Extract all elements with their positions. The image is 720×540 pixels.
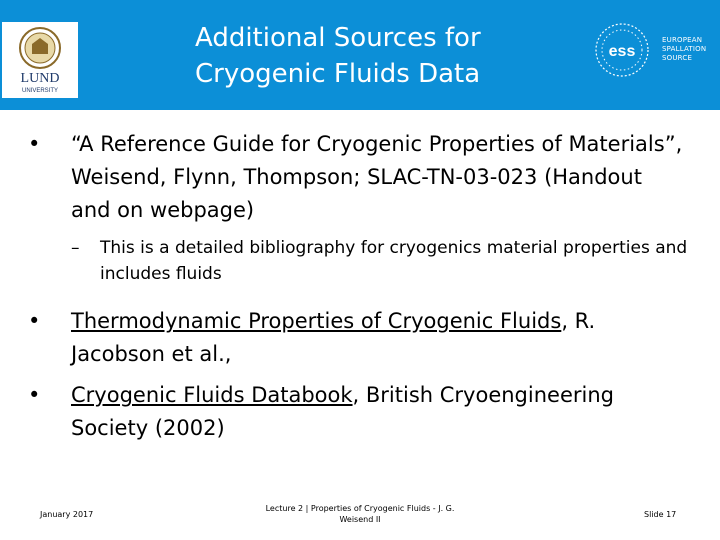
title-line-2: Cryogenic Fluids Data	[195, 59, 481, 89]
lund-subtitle: UNIVERSITY	[21, 88, 59, 94]
reference-title: Cryogenic Fluids Databook	[71, 383, 353, 407]
ess-mark: ess	[608, 43, 636, 60]
slide-body	[28, 128, 688, 453]
bullet-icon: •	[28, 309, 41, 333]
lund-university-logo	[2, 22, 78, 98]
ess-wordmark	[662, 36, 706, 63]
ess-line-3: SOURCE	[662, 54, 693, 62]
dash-icon: –	[71, 238, 80, 258]
sub-bullet-text: This is a detailed bibliography for cryogenics material properties and includes fluids	[100, 238, 688, 284]
slide-number: Slide 17	[644, 510, 677, 519]
title-line-1: Additional Sources for	[195, 23, 481, 53]
bullet-text: “A Reference Guide for Cryogenic Properties of Materials”, Weisend, Flynn, Thompson; SLAC-TN-03-023 (Handout and on webpage)	[71, 132, 683, 222]
bullet-item	[28, 379, 688, 445]
ess-line-2: SPALLATION	[662, 45, 707, 53]
bullet-item	[28, 128, 688, 227]
slide-title	[195, 20, 555, 92]
slide-header	[0, 0, 720, 110]
bullet-icon: •	[28, 383, 41, 407]
reference-details: , R. Jacobson et al.,	[71, 309, 596, 366]
bullet-item	[28, 305, 688, 371]
footer-lecture: Lecture 2 | Properties of Cryogenic Fluids - J. G. Weisend II	[265, 504, 455, 524]
bullet-icon: •	[28, 132, 41, 156]
lund-name: LUND	[20, 71, 60, 86]
ess-line-1: EUROPEAN	[662, 36, 703, 44]
footer-date: January 2017	[40, 510, 94, 519]
reference-details: , British Cryoengineering Society (2002)	[71, 383, 614, 440]
reference-title: Thermodynamic Properties of Cryogenic Fluids	[71, 309, 562, 333]
sub-bullet-item	[28, 235, 688, 287]
